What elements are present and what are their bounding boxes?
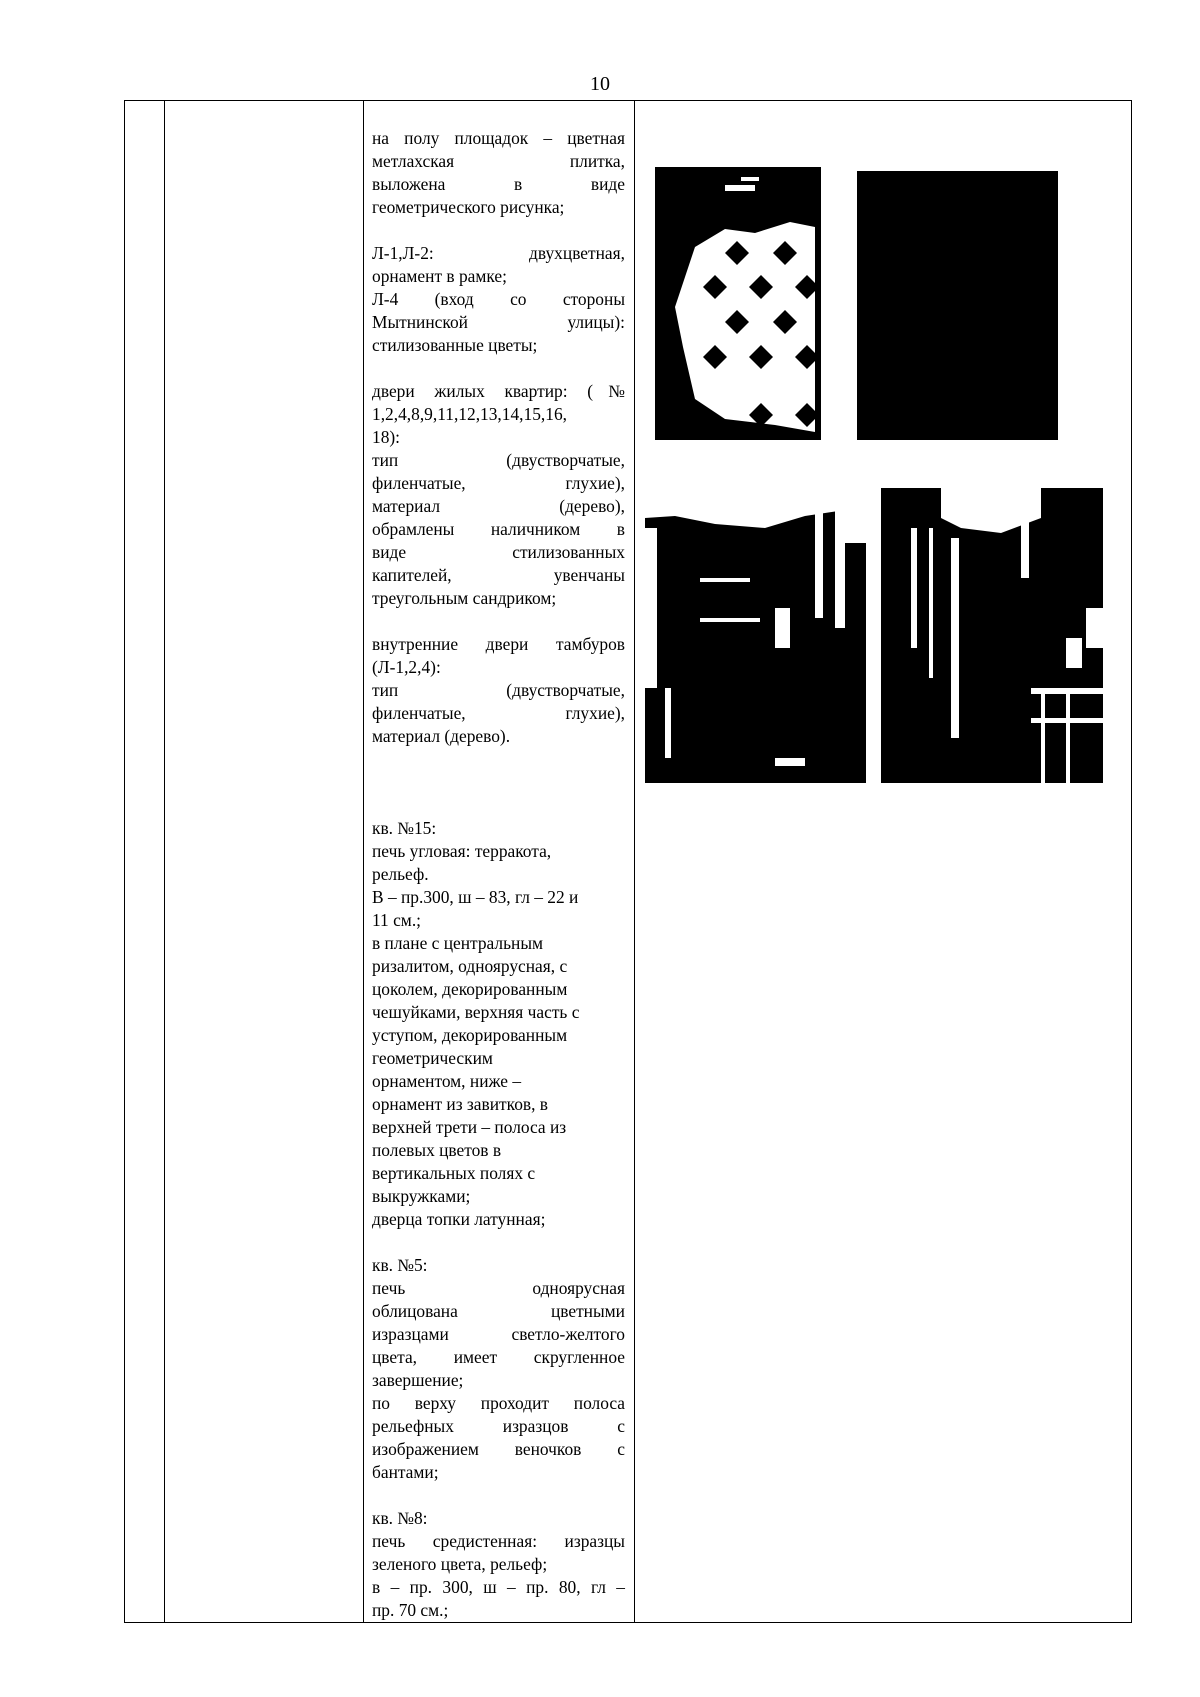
text-line: облицована цветными	[372, 1301, 625, 1321]
text-line: метлахская плитка,	[372, 151, 625, 171]
text-line: рельефных изразцов с	[372, 1416, 625, 1436]
register-table	[124, 100, 1132, 1623]
text-line: верхней трети – полоса из	[372, 1117, 567, 1137]
text-line: материал (дерево),	[372, 496, 625, 516]
photo-floor-tiles	[655, 167, 821, 440]
paragraph-floor	[372, 127, 625, 219]
paragraph-apt8	[372, 1507, 625, 1622]
paragraph-vestibule	[372, 633, 625, 748]
paragraph-apt5	[372, 1254, 625, 1484]
text-line: В – пр.300, ш – 83, гл – 22 и	[372, 887, 579, 907]
text-line: материал (дерево).	[372, 726, 511, 746]
text-line: Л-1,Л-2: двухцветная,	[372, 243, 625, 263]
text-line: цвета, имеет скругленное	[372, 1347, 625, 1367]
text-line: чешуйками, верхняя часть с	[372, 1002, 580, 1022]
text-line: кв. №8:	[372, 1508, 428, 1528]
text-line: рельеф.	[372, 864, 429, 884]
text-line: в – пр. 300, ш – пр. 80, гл –	[372, 1577, 625, 1597]
text-line: дверца топки латунная;	[372, 1209, 546, 1229]
text-line: пр. 70 см.;	[372, 1600, 449, 1620]
photo-vestibule-door	[881, 488, 1103, 783]
text-line: изображением веночков с	[372, 1439, 625, 1459]
text-line: вертикальных полях с	[372, 1163, 536, 1183]
text-line: орнаментом, ниже –	[372, 1071, 522, 1091]
text-line: орнамент в рамке;	[372, 266, 507, 286]
text-line: капителей, увенчаны	[372, 565, 625, 585]
text-line: на полу площадок – цветная	[372, 128, 625, 148]
text-line: треугольным сандриком;	[372, 588, 557, 608]
table-cell-description	[364, 101, 635, 1623]
text-line: 18):	[372, 427, 401, 447]
text-line: геометрического рисунка;	[372, 197, 565, 217]
text-line: печь угловая: терракота,	[372, 841, 552, 861]
text-line: 1,2,4,8,9,11,12,13,14,15,16,	[372, 404, 567, 424]
text-line: ризалитом, одноярусная, с	[372, 956, 568, 976]
text-line: печь одноярусная	[372, 1278, 625, 1298]
page-number: 10	[590, 73, 610, 95]
photo-apartment-door	[645, 488, 866, 783]
table-cell-name	[165, 101, 364, 1623]
table-cell-photos	[635, 101, 1132, 1623]
text-line: филенчатые, глухие),	[372, 473, 625, 493]
text-line: цоколем, декорированным	[372, 979, 568, 999]
text-line: тип (двустворчатые,	[372, 450, 625, 470]
text-line: по верху проходит полоса	[372, 1393, 625, 1413]
text-line: внутренние двери тамбуров	[372, 634, 625, 654]
text-line: тип (двустворчатые,	[372, 680, 625, 700]
text-line: геометрическим	[372, 1048, 493, 1068]
text-line: Л-4 (вход со стороны	[372, 289, 625, 309]
text-line: бантами;	[372, 1462, 439, 1482]
text-line: зеленого цвета, рельеф;	[372, 1554, 548, 1574]
text-line: виде стилизованных	[372, 542, 625, 562]
photo-dark	[857, 171, 1058, 440]
text-line: полевых цветов в	[372, 1140, 502, 1160]
text-line: двери жилых квартир: (№	[372, 381, 625, 401]
description-text	[364, 101, 634, 1622]
text-line: кв. №5:	[372, 1255, 428, 1275]
paragraph-doors	[372, 380, 625, 610]
text-line: изразцами светло-желтого	[372, 1324, 625, 1344]
text-line: Мытнинской улицы):	[372, 312, 625, 332]
text-line: филенчатые, глухие),	[372, 703, 625, 723]
paragraph-apt15	[372, 817, 625, 1231]
text-line: 11 см.;	[372, 910, 421, 930]
text-line: (Л-1,2,4):	[372, 657, 441, 677]
text-line: орнамент из завитков, в	[372, 1094, 549, 1114]
text-line: выложена в виде	[372, 174, 625, 194]
paragraph-tiles	[372, 242, 625, 357]
text-line: печь средистенная: изразцы	[372, 1531, 625, 1551]
text-line: уступом, декорированным	[372, 1025, 568, 1045]
text-line: обрамлены наличником в	[372, 519, 625, 539]
text-line: кв. №15:	[372, 818, 437, 838]
text-line: в плане с центральным	[372, 933, 544, 953]
text-line: завершение;	[372, 1370, 464, 1390]
text-line: выкружками;	[372, 1186, 471, 1206]
table-cell-number	[125, 101, 165, 1623]
text-line: стилизованные цветы;	[372, 335, 538, 355]
